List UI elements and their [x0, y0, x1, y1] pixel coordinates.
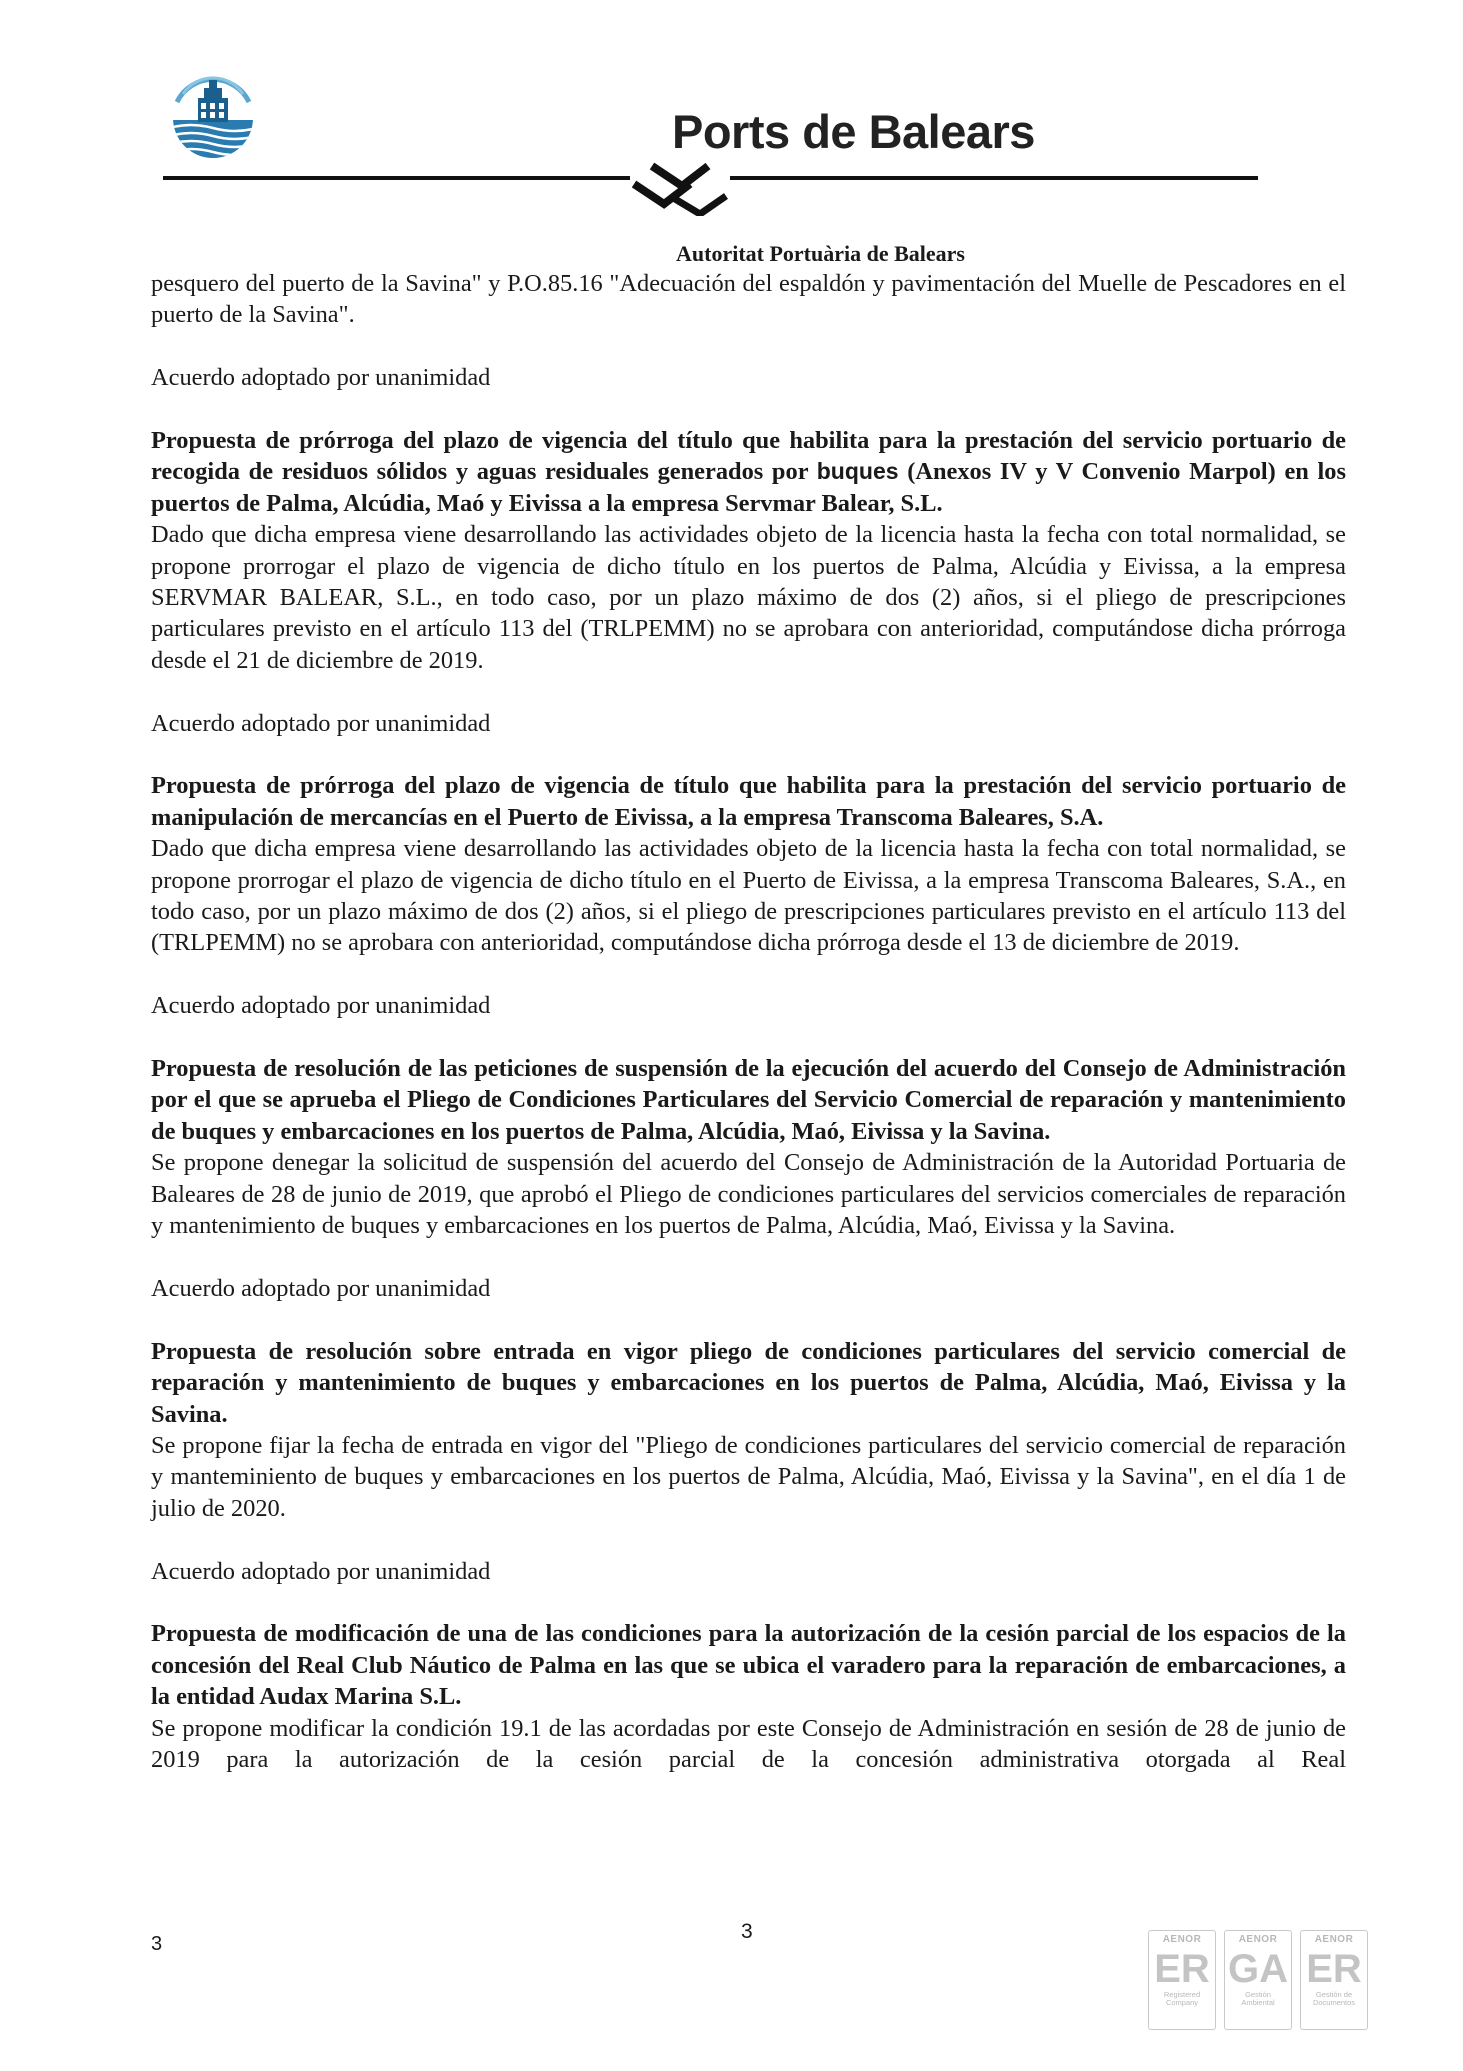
- section-1-text: Dado que dicha empresa viene desarrollando las actividades objeto de la licencia hasta la fecha con total normalidad, se propone prorrogar el plazo de vigencia de dicho título en los puertos de Palma, Alcúdia y Eivissa, a la empresa SERVMAR BALEAR, S.L., en todo caso, por un plazo máximo de dos (2) años, si el pliego de prescripciones particulares previsto en el artículo 113 del (TRLPEMM) no se aprobara con anterioridad, computándose dicha prórroga desde el 21 de diciembre de 2019.: [151, 521, 1346, 674]
- section-4-text: Se propone fijar la fecha de entrada en vigor del "Pliego de condiciones particulares del servicio comercial de reparación y manteminiento de buques y embarcaciones en los puertos de Palma, Alcúdia, Maó, Eivissa y la Savina", en el día 1 de julio de 2020.: [151, 1431, 1346, 1522]
- section-2-text: Dado que dicha empresa viene desarrollando las actividades objeto de la licencia hasta la fecha con total normalidad, se propone prorrogar el plazo de vigencia de dicho título en el Puerto de Eivissa, a la empresa Transcoma Baleares, S.A., en todo caso, por un plazo máximo de dos (2) años, si el pliego de prescripciones particulares previsto en el artículo 113 del (TRLPEMM) no se aprobara con anterioridad, computándose dicha prórroga desde el 13 de diciembre de 2019.: [151, 835, 1346, 957]
- document-body: [151, 268, 1346, 1775]
- section-1-title: Propuesta de prórroga del plazo de vigencia del título que habilita para la prestación del servicio portuario de recogida de residuos sólidos y aguas residuales generados por buques (Anexos IV y V Convenio Marpol) en los puertos de Palma, Alcúdia, Maó y Eivissa a la empresa Servmar Balear, S.L.: [151, 427, 1346, 517]
- brand-name: Ports de Balears: [672, 105, 1035, 158]
- agreement-line: Acuerdo adoptado por unanimidad: [151, 1274, 491, 1302]
- authority-name: Autoritat Portuària de Balears: [676, 241, 965, 266]
- section-3-text: Se propone denegar la solicitud de suspensión del acuerdo del Consejo de Administración de la Autoridad Portuaria de Baleares de 28 de junio de 2019, que aprobó el Pliego de condiciones particulares del servicios comerciales de reparación y mantenimiento de buques y embarcaciones en los puertos de Palma, Alcúdia, Maó, Eivissa y la Savina.: [151, 1149, 1346, 1240]
- lighthouse-logo-icon: [165, 72, 261, 160]
- section-2-title: Propuesta de prórroga del plazo de vigencia de título que habilita para la prestación del servicio portuario de manipulación de mercancías en el Puerto de Eivissa, a la empresa Transcoma Baleares, S.A.: [151, 772, 1346, 831]
- section-3-title: Propuesta de resolución de las peticiones de suspensión de la ejecución del acuerdo del Consejo de Administración por el que se aprueba el Pliego de Condiciones Particulares del Servicio Comercial de reparación y mantenimiento de buques y embarcaciones en los puertos de Palma, Alcúdia, Maó, Eivissa y la Savina.: [151, 1055, 1346, 1145]
- section-5-title: Propuesta de modificación de una de las condiciones para la autorización de la cesión parcial de los espacios de la concesión del Real Club Náutico de Palma en las que se ubica el varadero para la reparación de embarcaciones, a la entidad Audax Marina S.L.: [151, 1620, 1346, 1711]
- page-number-left: 3: [151, 1933, 163, 1955]
- page-number-center: 3: [741, 1920, 753, 1943]
- agreement-line: Acuerdo adoptado por unanimidad: [151, 364, 491, 392]
- section-4-title: Propuesta de resolución sobre entrada en vigor pliego de condiciones particulares del servicio comercial de reparación y mantenimiento de buques y embarcaciones en los puertos de Palma, Alcúdia, Maó, Eivissa y la Savina.: [151, 1337, 1346, 1428]
- agreement-line: Acuerdo adoptado por unanimidad: [151, 992, 491, 1020]
- chevron-mark-icon: [630, 160, 730, 216]
- section-5-text: Se propone modificar la condición 19.1 de las acordadas por este Consejo de Administración en sesión de 28 de junio de 2019 para la autorización de la cesión parcial de la concesión administrativa otorgada al Real: [151, 1714, 1346, 1773]
- agreement-line: Acuerdo adoptado por unanimidad: [151, 709, 491, 737]
- intro-paragraph: pesquero del puerto de la Savina" y P.O.85.16 "Adecuación del espaldón y pavimentación del Muelle de Pescadores en el puerto de la Savina".: [151, 270, 1346, 329]
- certification-badges: [1148, 1930, 1368, 2030]
- aenor-registered-company-badge: AENOR ER Registered Company: [1148, 1930, 1216, 2030]
- agreement-line: Acuerdo adoptado por unanimidad: [151, 1557, 491, 1585]
- aenor-environmental-badge: AENOR GA Gestión Ambiental: [1224, 1930, 1292, 2030]
- aenor-document-management-badge: AENOR ER Gestión de Documentos: [1300, 1930, 1368, 2030]
